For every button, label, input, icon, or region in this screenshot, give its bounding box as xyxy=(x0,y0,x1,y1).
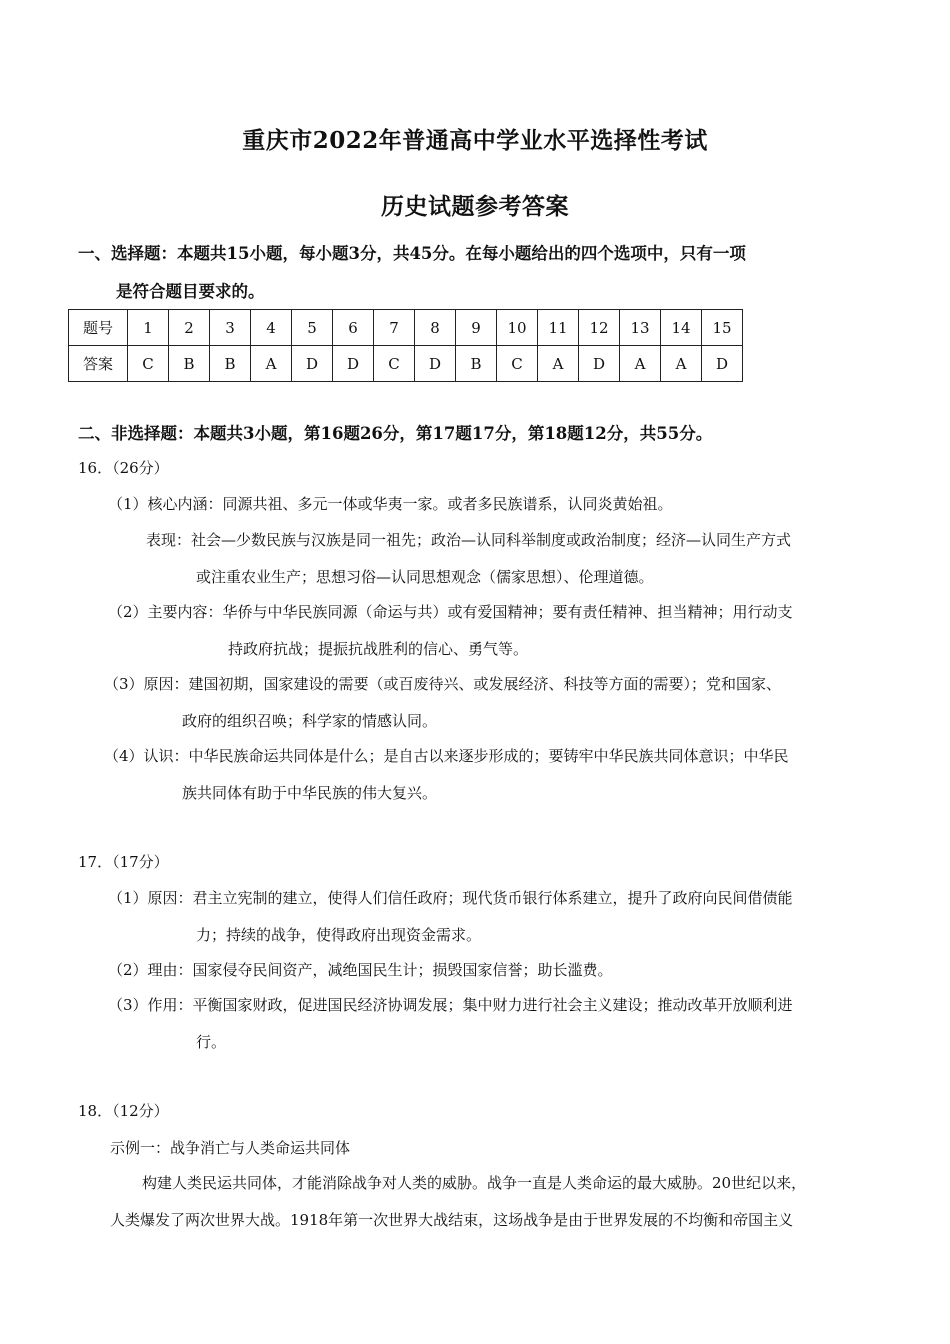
table-header-number: 题号 xyxy=(69,310,128,346)
section1-heading: 一、选择题：本题共15小题，每小题3分，共45分。在每小题给出的四个选项中，只有一项 xyxy=(78,244,746,263)
question-number: 6 xyxy=(333,310,374,346)
answer-table-answer-row xyxy=(69,346,743,382)
question-number: 15 xyxy=(702,310,743,346)
answer-cell: D xyxy=(579,346,620,382)
answer-table-number-row xyxy=(69,310,743,346)
q17-part1-line2: 力；持续的战争，使得政府出现资金需求。 xyxy=(196,926,482,944)
question-number: 14 xyxy=(661,310,702,346)
q18-body-line2: 人类爆发了两次世界大战。1918年第一次世界大战结束，这场战争是由于世界发展的不均衡和帝国主义 xyxy=(110,1211,794,1229)
question-number: 9 xyxy=(456,310,497,346)
question-number: 4 xyxy=(251,310,292,346)
answer-cell: C xyxy=(497,346,538,382)
q17-part1-line1: （1）原因：君主立宪制的建立，使得人们信任政府；现代货币银行体系建立，提升了政府向民间借债能 xyxy=(108,889,793,907)
answer-cell: B xyxy=(210,346,251,382)
answer-cell: B xyxy=(456,346,497,382)
answer-cell: A xyxy=(620,346,661,382)
section1-heading-cont: 是符合题目要求的。 xyxy=(116,282,265,301)
question-number: 5 xyxy=(292,310,333,346)
question-number: 10 xyxy=(497,310,538,346)
section2-heading: 二、非选择题：本题共3小题，第16题26分，第17题17分，第18题12分，共55分。 xyxy=(78,424,713,443)
question-number: 3 xyxy=(210,310,251,346)
q16-part3-line1: （3）原因：建国初期，国家建设的需要（或百废待兴、或发展经济、科技等方面的需要）；党和国家、 xyxy=(104,675,782,693)
answer-cell: D xyxy=(292,346,333,382)
answer-cell: A xyxy=(538,346,579,382)
question-number: 12 xyxy=(579,310,620,346)
question-number: 2 xyxy=(169,310,210,346)
answer-cell: C xyxy=(128,346,169,382)
answer-cell: D xyxy=(702,346,743,382)
question-number: 8 xyxy=(415,310,456,346)
question-number: 7 xyxy=(374,310,415,346)
answer-cell: C xyxy=(374,346,415,382)
answer-cell: B xyxy=(169,346,210,382)
q18-label: 18．（12分） xyxy=(78,1102,169,1120)
q16-part3-line2: 政府的组织召唤；科学家的情感认同。 xyxy=(182,712,438,730)
exam-title: 重庆市2022年普通高中学业水平选择性考试 xyxy=(242,127,708,154)
q16-part2-line2: 持政府抗战；提振抗战胜利的信心、勇气等。 xyxy=(228,640,529,658)
q16-part1-line3: 或注重农业生产；思想习俗—认同思想观念（儒家思想）、伦理道德。 xyxy=(196,568,654,586)
q16-part4-line1: （4）认识：中华民族命运共同体是什么；是自古以来逐步形成的；要铸牢中华民族共同体意识；中华民 xyxy=(104,747,789,765)
answer-cell: A xyxy=(251,346,292,382)
q16-label: 16．（26分） xyxy=(78,459,169,477)
table-header-answer: 答案 xyxy=(69,346,128,382)
question-number: 1 xyxy=(128,310,169,346)
answer-table xyxy=(68,309,743,382)
answer-cell: D xyxy=(415,346,456,382)
exam-subtitle: 历史试题参考答案 xyxy=(381,193,569,220)
q16-part1-line2: 表现：社会—少数民族与汉族是同一祖先；政治—认同科举制度或政治制度；经济—认同生产方式 xyxy=(146,531,792,549)
q17-part3-line1: （3）作用：平衡国家财政，促进国民经济协调发展；集中财力进行社会主义建设；推动改革开放顺利进 xyxy=(108,996,793,1014)
q18-body-line1: 构建人类民运共同体，才能消除战争对人类的威胁。战争一直是人类命运的最大威胁。20世纪以来， xyxy=(142,1174,807,1192)
question-number: 11 xyxy=(538,310,579,346)
q16-part2-line1: （2）主要内容：华侨与中华民族同源（命运与共）或有爱国精神；要有责任精神、担当精神；用行动支 xyxy=(108,603,793,621)
q17-part3-line2: 行。 xyxy=(196,1033,227,1051)
q17-label: 17．（17分） xyxy=(78,853,169,871)
q16-part1-line1: （1）核心内涵：同源共祖、多元一体或华夷一家。或者多民族谱系，认同炎黄始祖。 xyxy=(108,495,673,513)
q16-part4-line2: 族共同体有助于中华民族的伟大复兴。 xyxy=(182,784,438,802)
answer-cell: A xyxy=(661,346,702,382)
question-number: 13 xyxy=(620,310,661,346)
q18-example-title: 示例一：战争消亡与人类命运共同体 xyxy=(110,1139,351,1157)
q17-part2-line1: （2）理由：国家侵夺民间资产，减绝国民生计；损毁国家信誉；助长滥费。 xyxy=(108,961,613,979)
answer-cell: D xyxy=(333,346,374,382)
